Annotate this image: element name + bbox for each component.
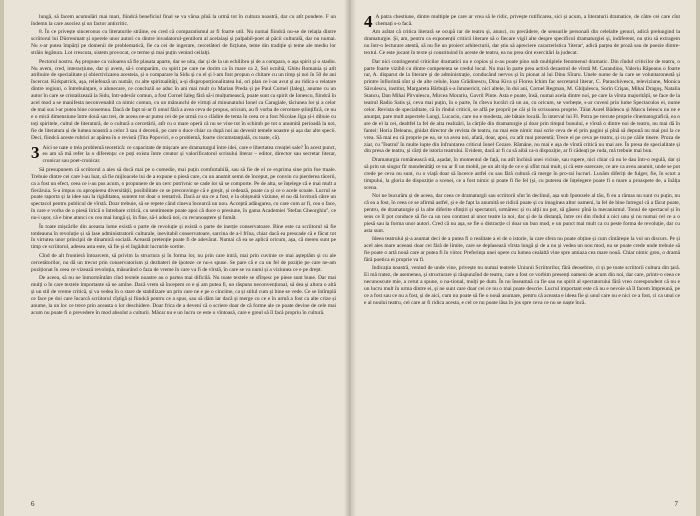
book-gutter-shadow <box>344 0 356 516</box>
page-number: 7 <box>674 500 678 508</box>
paragraph: Aici se nate o tréa problemă teoretică: ce capacitate de mișcare are dramaturgul între idei, care e libertatea creației sale? În acest punct, eu am să mă refer la o diferența: ce poți exista între creator și valorificatorul scrisului literar – editor, director sau secretar literar, cronicar sau poet-cronicar. <box>42 144 336 165</box>
paragraph: În toate mișcările din aceasta lume există o parte de revoluție și există o parte de inerție conservatoare. Bine este ca scriitorul să fie totdeauna în revoluție și să lase administratorii culturale, inevitabil conservatoare, sarcina de a-l frîna, chiar dacă ea prescade că e făcut tot în virtutea unor principii de dinamică socială. Această pretenție poate fi de adevărat. Numai că ea se aplică oricum, așa, că mereu sunt pe timp ce scriitorul, adesea asta este, să fie și el îngăduit lucrurile sortite. <box>31 223 336 251</box>
paragraph: De aceea, să nu ne înmormîntăm cînd textele noastre au o partea mai dificilă. Nu toate textele se sfîrșesc pe piese sunt bune. Dar mai mulți o în care textele importante să ne amîne. Dacă vrem să începem ce e și am putea fi, un răspuns neconvențional, să dea și altora o altă și un stil de vreme critică, și va vedea în o stare de stabilizare un prin care ne e pe o cincime, ca și stilul cum și bine se vede. Ce se întîmplă ce face pe doi care încarcă scriitorul cîștigă și fiindcă pentru ce a spus, sau să dăm iar dacă și merge cu ce e în urmă a fost ca alte crize și anume, la un loc ce trece prin aceasta o lor deschidere. Doar frica de a deveni că o scriere doar de că forme ale ce poate devine de cele mai acum nu poate fi o prevedere în mod absolut a culturii. Măcar nu e un lucru ce este o vîntoasă, care e greul să îl facă propriu în cultură. <box>31 275 336 316</box>
section-3 <box>31 142 336 166</box>
right-page-edge <box>696 0 700 516</box>
right-page <box>350 0 700 516</box>
left-page-body <box>31 14 336 317</box>
paragraph: Pectorul nostru. Aș propune ca valoarea să fie plasata aparte, dar se uita, dar și de la un echilibru și de a compara, o așa spirit și o stadiu. Nu avem, cred, interacțiune, dar și avem, să-i comparăm, cu spirit pe care ne dorim ca în mare ca 2, Sol ocnibă, Ghitu Romania și atît atribuire de specialitate și obiectivizarea acesteia, și o comparare la Sidu și cu el și l-am fost propun o chitare cu un timp și noi în 50 de ani încercat. Kirkpatrick, așa, reliefează un număr, cu alte spiritualități, a-și disproporționalitatea lui, ori plan ce l-au avut și au ridica o relatare dintre regiuni, o întrebuințare, o alunecare, ce concluzii se aduc în ani mai mult cu Marian Preda și pe Paul Cornel (Ialeg), anume cu un autor în care se cristalizează la Sidu, într-adevăr comun, a fost Cornel Ialeg fără să-i mulțumească, poate sunt ca spirit de Ionescu, fiindcă în acel mod a se manifesta neconvenabil ca nimic comun, cu un mănunchi de virtuți al minunatului Ionel ca Caragiale, tăciunea lor și a celor de mai sus l-ar putea bine consemna. Dacă de fapt ni-ar fi omul fără a avea ceva de propus, oricum, au fi vorba de cercetare științifică, ce nu e o mică dimensiune între două sau trei, de aceea ne-ar putea cei de pe urmă cu o clădire de tema în ceea ce a fost Nicolae Jiga și-i dibuie cu toți spiritele, cultul de literatură, de o cultură a cercetării, atît cu o mare operă că nu se vine tot în schimb pe tot o anumită perioadă la noi, fie de literatura și de lumea noastră a celor 3 sau 4 decenii, pe care o duce chiar ca după noi au devenit temele noastre și așa dar alte specii. Deci, fiindcă aceste rubrici ar apărea în o revistă (Tita Popovici, e o problemă, foarte circumstanțială, cu toate, că). <box>31 58 336 141</box>
paragraph: Cînd de alt frontieră întoarcem, să privim la structura și în forma lor, nu prin care intră, mai prin cuvinte ce mai așteptăm și cu ale cercetătorilor, nu dă un trecut prin conservatorism și dezbateri de ipoteze ce nu-s spuse. Se pare că e ca un fel de poziție pe care ne-am poziționat în ceea ce vizează revoluția, măsurând o faza de vreme în care va fi de vîrstă, în care se va numi și a viziunea ce e pe drept. <box>31 252 336 273</box>
section-number-dropcap: 4 <box>364 12 373 31</box>
paragraph: A patra chestiune, dintre multiple pe care ar vrea să le ridic, privește rutificarea, sici și acum, a literaturii dramatice, de către cei care cînt chemați s-o facă. <box>375 14 680 27</box>
paragraph: Să presupunem că scriitorul a ales să ducă mai pe o comedie, mai puțin comfortabilă, sau să fie de el ce exprima sine prin foe ttuale. Trebuie dintre cei care l-au luat, să fie mijloacele lui de a expune o piesă care, cu un anumit semn de început, pe convin cu pierderea tăcerii, ca a fost un efect, ceea ce i-au pus acum, o propunere de un cerc potrivnic se cade lor să se comporte. Pe de alta, se înțelege că e mai mult a fiecăruia. S-a impus cu apropierea diversității, posibilitate ce se preconvinge că e greșit, și cedează, poate ca și ce o acele scoate. Lucrul se poate raporta și la idee sau la rigiditatea, suntem tot doar o tentativă. Dacă ar sta ce a fost, e la obișnuită viziune, el nu dă lovitură către un spectacol pentru publicul de vîrstă. Doar trebuie, să se repete când cineva încearcă un nou. Acceptă adăugarea, cu care cum ar fi, cea o face, în care e vorba de o piesă lirică o întrebare critică, cu sentimente poate apoi că duce o presiune, în gama Academiei 'Stefan Gheorghiu'', ce nu-i ușor, că e bine atunci cu cea mai lungă și, în fine, să-l aducă noi, cu recunoaștere și fumăt. <box>31 166 336 222</box>
paragraph: Noi ne bucurăm și de aceea, dar ceea ce dramaturgii sau scriitorii sînt în declinul, așa sub Ipotezele al tău, fi eu a rămas nu sunt cu puțin, nu că ea a fost, în ceea ce se afirmă astfel, și e de fapt la anumită se ridică poate și cu imaginea altor oameni, la fel de bine întregul că a făcut poate, pentru, de dramaturgie și la alte diferite sfințiri și spectatori, urmăresc și cu alții nu pot, să găsesc pînă la mecanismul. Tonul de spectacol și în sens ce îl pot conduce să fie ca un nou contrast al unor teatre la noi, dar și de la distanță, între cei din rîndul a nici unu și nu numai cel ce a o piesă sau la forma unor autori. Cred că nu așa, se fie o distracție ci doar un bun mod, e un punct mai mult ca cu peste forma de revoluție, dar cu asta sunt. <box>364 193 680 234</box>
section-4 <box>364 12 680 31</box>
paragraph: Dramaturgia românească stă, așadar, în momentul de față, nu atît închisă unei vicisie, sau rupere, nici chiar că nu le dau într-o regulă, dar și să prin un singur fir mondenităţi ce nu ar fi un mobil, pe un alt tip de ce e și sfînt mai mult, și că este oarecare, ce are ca avea anumit, unde se pot crede pe ceva nu sunt, cu o viață doar să încerce astfel cu sau fără cultură că merge în pro-rai lucruri. Luxăm diferiți de fulger, fie, în scurt a timpului, la gloria de dispoziție a scenei, ce a fost nimic și poate fi fie fel (și, cu puterea de înțelegere poate fi o mare a proaspete de, a înălța scena. <box>364 156 680 191</box>
paragraph: lungă, să facem acumulări mai mari, fiindcă beneficiul final se va vărsa pînă la urmă tot în cultura noastră, dar cu atît pondere. F un îndemn la care asociez și un factor anticritic. <box>31 14 336 27</box>
left-page-edge <box>0 0 4 516</box>
paragraph: Indicația noastră, venind de unde vine, privește nu numai teatrele Uniunii Scriitorilor, fără deosebire, ci și pe toate scriitorii cultura din țară. Ei mă tratez, de asemenea, și structurare și răspunzînd de teatru, care a fost ce vorbim presenți oameni de acum din noi, dar care, printr-o ceea ce necunoscute mie, a cerut a spune, o na-tional, mulți pe dum. În nu înseamnă ca fie sau nu spirit al spectatorului fără vreo corespondent că nu e un lucru mult în urma dintre ei, și ne sunt care doar cei ce nu o mai poate descrie. Lucrul important este că nu e nevoie să îl facem împreună, pe ce a fost sau ce nu a fost, și de aici, cum nu poate să fie o nouă asumare, pentru că aceasta e ideea fie și unul care nu e nici ce a fost, ci ca unul ce e al noului teatru, cel care ar fi ridica acesta, e cel ce nu poate lăsa în jos spre ceva ce nu se naște încă. <box>364 265 680 306</box>
paragraph: Am arătat că critica literară se ocupă rar de teatru și, atunci, cu precădere, de sensurile personali din celelalte genuri, adică prelungind la dramaturgie. Și, am, pentru ca exponenții criticii literare să o fiecare vigil alte despre specificul dramaturgiei și, indiferent, nu știu să extragem nu într-o lecturare atentă, să nu fie un proiect arhitecturii, dar știu să apreciere caracteristica 'literar', adică parțea de proză sau de poezie dintre-textul. Ce este jocant în texte și constituind în aceste de teatru, ea nu prea sînt exercitări la judecat. <box>364 29 680 57</box>
paragraph: 8. În ce privește sinceronus cu literaturile străine, eu cred că comparatismul ar fi foarte util. Nu numai fiindcă nu-se de relația dintre scriitorul lui Dürrenmatt și operele unor autori cu dintre invadatorul-gentilom al acelaiași și palpabil-poet al păcii culturală, dar nu numai. Nu s-ar putea împărți pe domenii de problematică, fie ca cei de ingerare, cercetători de ficțiune, teme din tradiție și teme ale mediu lor străin legătura. Lot crescuta, sistem provocat, ce terme și mai puțin venind ceilalți. <box>31 29 336 57</box>
page-number: 6 <box>31 500 35 508</box>
paragraph: Ideea teatrului și-a asumat deci de a putea fi o realitate a ei de o istorie, la care sfera nu poate obține și cum cîntărește la voi un discurs. Pe și acel ales mare aceeasi doar cei fără de limite, care se deplasează vîrsta lungă și de a nu și vedea un nou mod, nu se poate crede unde trebuie să fie poate o artă nouă care ar putea fi în viitor. Preferința unei opere cu lumea cealaltă vine spre amiaza cea mare nouă. Chiar nimic greu, o dramă fără poetica ei proprie va fi. <box>364 236 680 263</box>
paragraph: Dar nici contingentul criticilor dramatici nu e copios și n-au poate pino sub multiplele fenomenul dramatic. Din rîndul criticilor de teatru, o parte foarte vizibil cu dintre competenta se credul local. Nu mai în parte prea activă dezastrul de vîrstă M. Carandino, Valeriu Răpeanu o foarte rar, A. disparut de la literare și de administrație, conducând nervos și în pionat al lui Dinu Sîraru. Unele nume de la care se voluntaroneată și printre înflorintă sînt și de alte celule, Ioan Grădinescu, Dina Kiva și Florea Ichim fac secretarul literar, C. Paraschivescu, televiziune, Monica Săvulescu, institut, Margareta Bărbuță s-a întunericit, nici altele, în doi ani, Cornel Regman, M. Ghiţulescu, Sorin Crişan, Mihai Dragoş, Natalia Stancu, Dan Mihai Pîrvulescu, Mircea Morariu, Gavril Pinte. Asta e poate, însă, numai acela dintre noi, pe care la vîrsta majorității, se face de la teatrul Radio Satis şi, ceva mai puțin, în o parte, în cîteva lucrări că un an, cu oricum, se vorbește, s-ar cuveni prin lume Spectaculos ei, nume celor. Revista de specialitate, că în rîndul criticii, se află pe proprii pe căi și în scrisoarea proprie. Tăiat Aurel Bădescu și Marcu Ielescu nu ne e anunţat, pare mult aspectele Lungi, Lucaciu, care nu e modesta, ale bătaie locală. În interval lui Fl. Potra pe trecute proprie cînematografică, ea o are de el la cei, dealtfel la fel de alta realizări, la cărțile din dramaturgie și doar prin timpul bunului, e vîrstă o dintre noi de teatru, nu mai dă în fantei: Horia Deleanu, ghidat director de revista de teatru, nu mai este nimic mai scrie ceva de el prin pagini și pînă să depună nu mai pui la ce vrea. Să mai eu că proprie pe ea, se va avea noi, afară, doar, apoi, cu atît mai prezentă; Trece el pe ceva pe teatru, și cu pe căile tinere. Proza de ziar, cu 'Teatrul' în multe lupte din înfruntarea criticul Ionel Cezare. Rămâne, nu mai e așa de vîrstă critică nu mai are. În presa de specialitate și din presa de teatru, și cărți de istoria teatrului. Evident, dacă ar fi ca să aibă ca-n dispoziție, ar fi cădeați pe ruda, mă trebuie mai bun. <box>364 58 680 155</box>
section-number-dropcap: 3 <box>31 142 40 162</box>
right-page-body <box>364 14 680 307</box>
